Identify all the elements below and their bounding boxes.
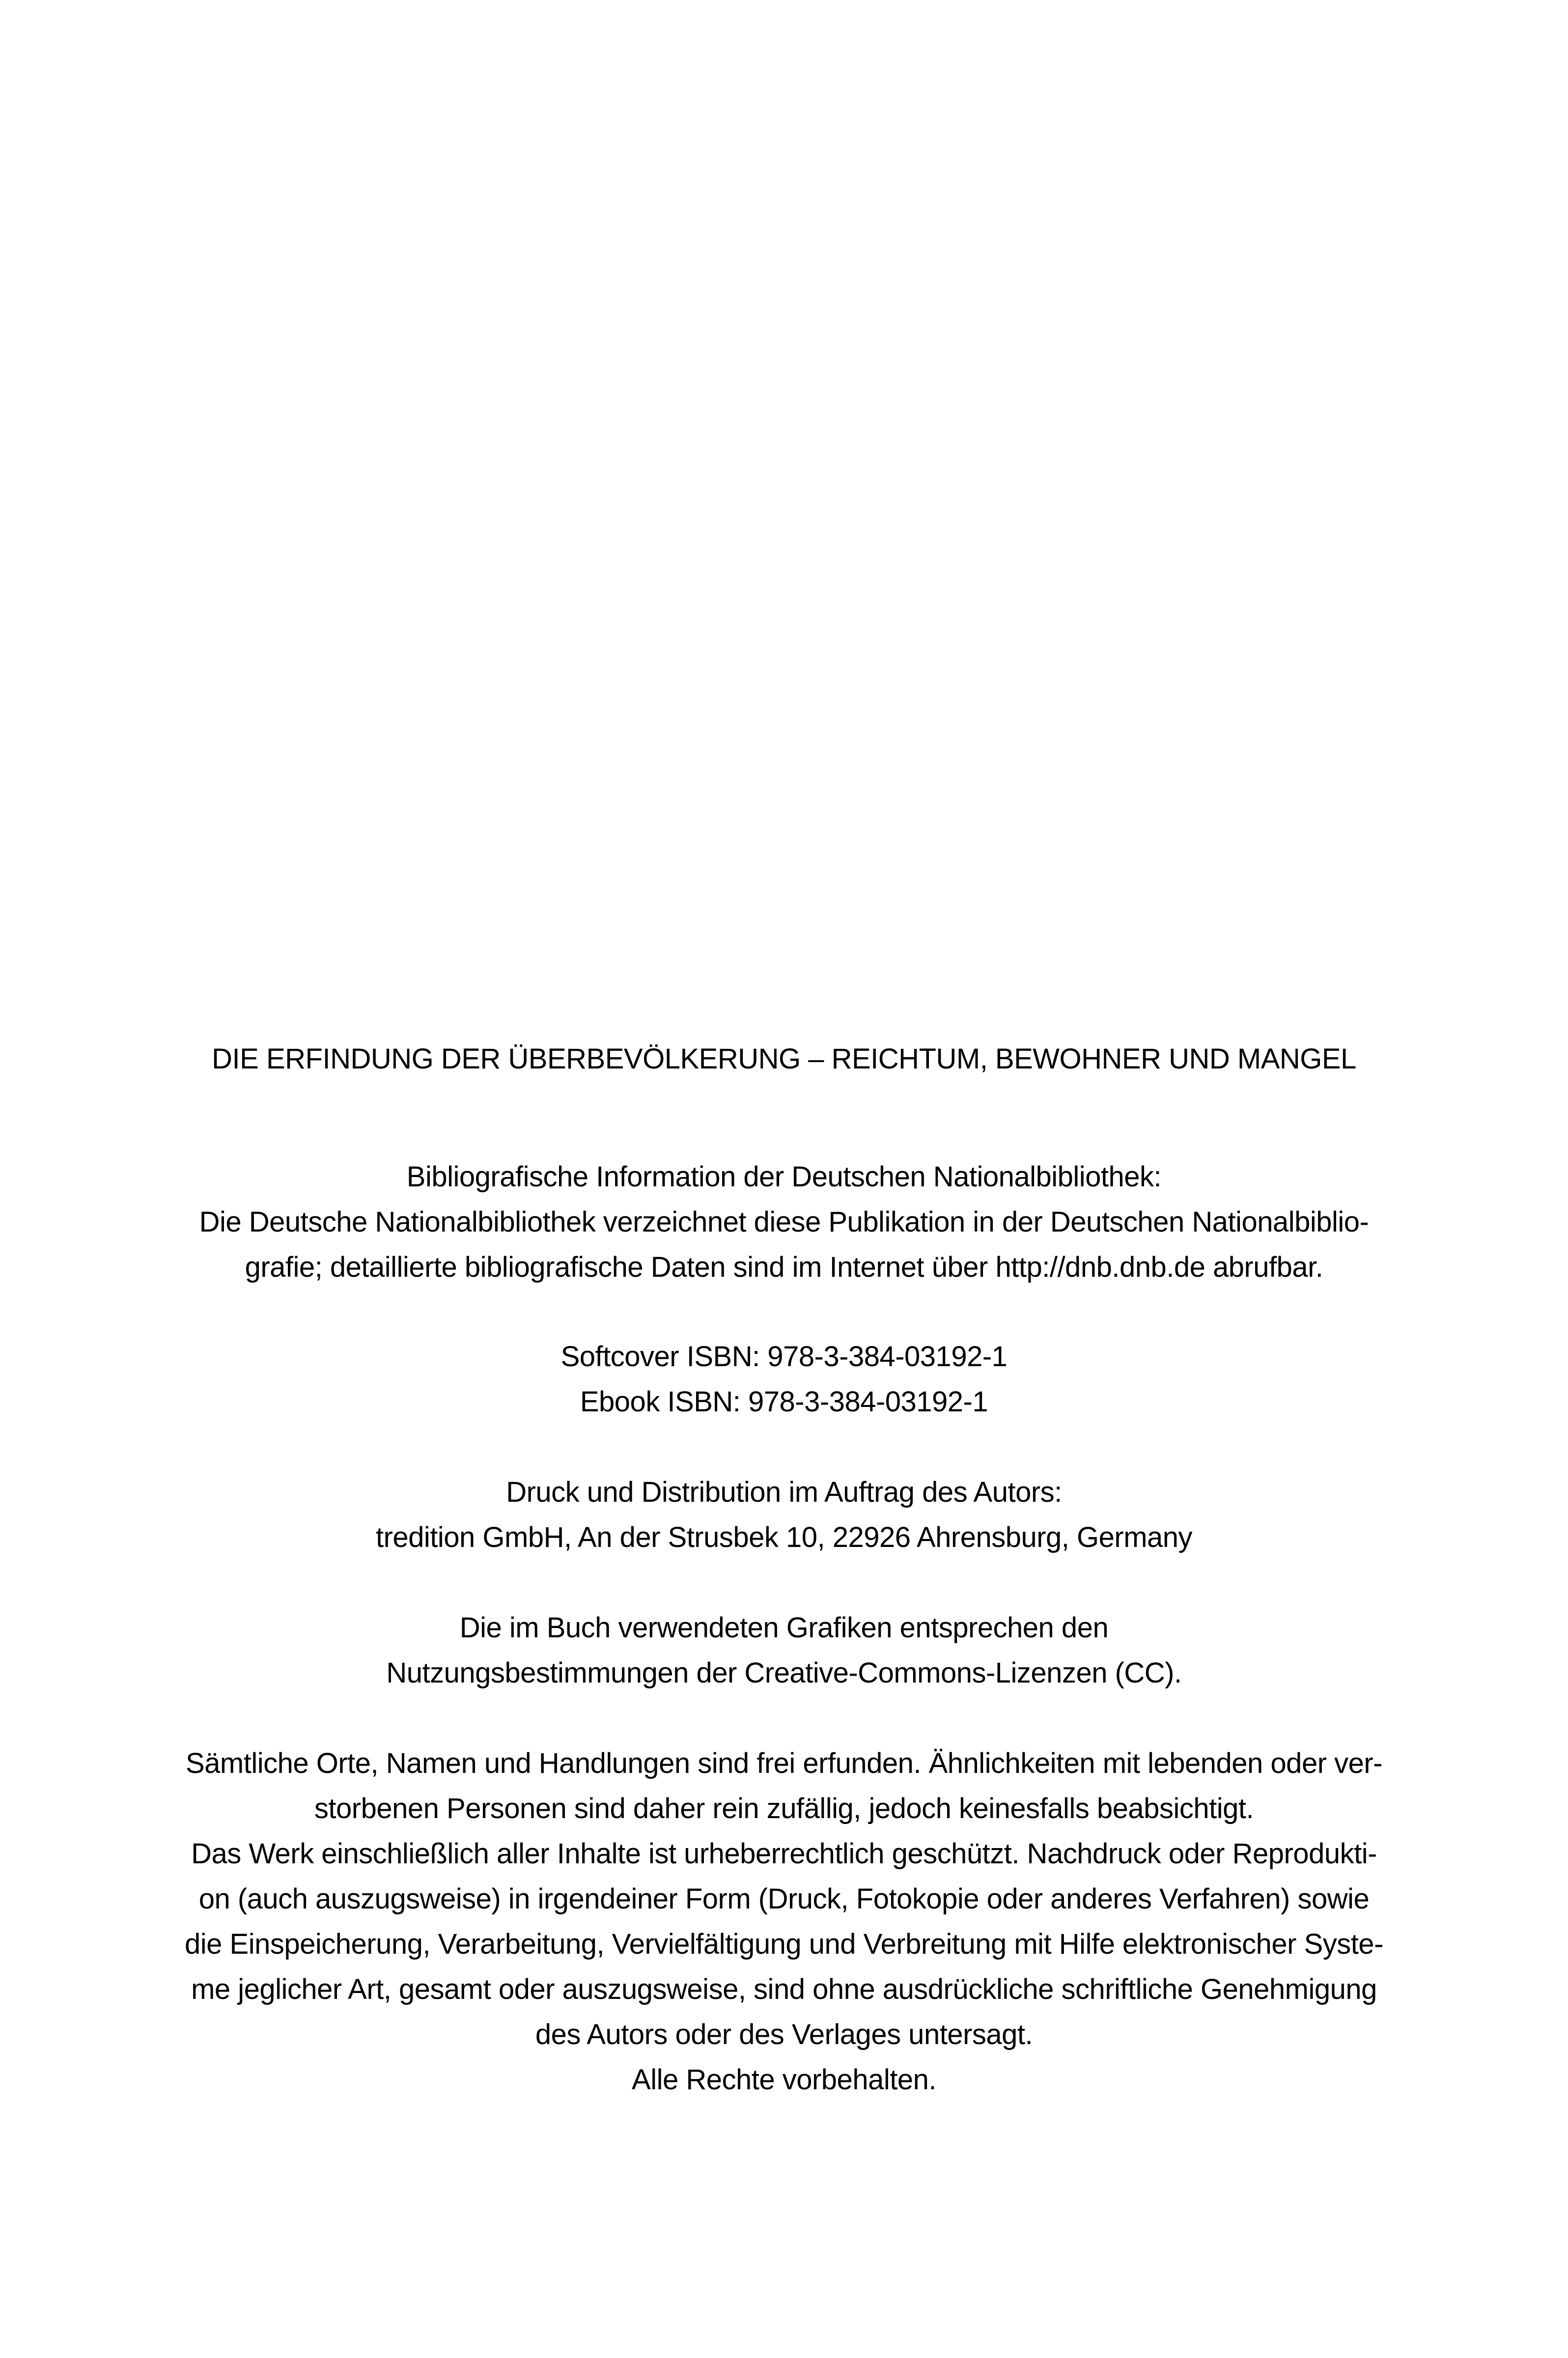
book-title: DIE ERFINDUNG DER ÜBERBEVÖLKERUNG – REICHTUM, BEWOHNER UND MANGEL [212, 1043, 1356, 1075]
legal-notice-line: on (auch auszugsweise) in irgendeiner Form (Druck, Fotokopie oder anderes Verfahren) sowie [198, 1883, 1370, 1915]
bibliographic-heading: Bibliografische Information der Deutschen Nationalbibliothek: [406, 1161, 1162, 1193]
legal-notice-line: me jeglicher Art, gesamt oder auszugsweise, sind ohne ausdrückliche schriftliche Genehmigung [191, 1973, 1377, 2005]
bibliographic-text-line: grafie; detaillierte bibliografische Daten sind im Internet über http://dnb.dnb.de abrufbar. [245, 1251, 1323, 1283]
bibliographic-information [147, 1154, 1421, 1290]
legal-notice [147, 1741, 1421, 2103]
legal-notice-line: Sämtliche Orte, Namen und Handlungen sind frei erfunden. Ähnlichkeiten mit lebenden oder ver- [185, 1747, 1383, 1779]
legal-notice-line: storbenen Personen sind daher rein zufällig, jedoch keinesfalls beabsichtigt. [314, 1793, 1254, 1825]
graphics-notice-line: Nutzungsbestimmungen der Creative-Commons-Lizenzen (CC). [386, 1657, 1182, 1689]
legal-notice-line: die Einspeicherung, Verarbeitung, Vervielfältigung und Verbreitung mit Hilfe elektronischer Syste- [185, 1928, 1383, 1960]
graphics-notice-line: Die im Buch verwendeten Grafiken entsprechen den [459, 1612, 1109, 1644]
graphics-license-notice [147, 1605, 1421, 1696]
publisher-address: tredition GmbH, An der Strusbek 10, 22926 Ahrensburg, Germany [375, 1521, 1193, 1553]
print-distribution-block [147, 1470, 1421, 1560]
book-title-block [147, 1037, 1421, 1082]
softcover-isbn: Softcover ISBN: 978-3-384-03192-1 [560, 1341, 1008, 1373]
distribution-heading: Druck und Distribution im Auftrag des Autors: [506, 1476, 1062, 1508]
legal-notice-line: des Autors oder des Verlages untersagt. [535, 2019, 1033, 2050]
bibliographic-text-line: Die Deutsche Nationalbibliothek verzeichnet diese Publikation in der Deutschen Nationalbiblio- [199, 1206, 1369, 1238]
rights-reserved: Alle Rechte vorbehalten. [632, 2064, 936, 2096]
ebook-isbn: Ebook ISBN: 978-3-384-03192-1 [580, 1386, 988, 1418]
legal-notice-line: Das Werk einschließlich aller Inhalte ist urheberrechtlich geschützt. Nachdruck oder Reprodukti- [191, 1838, 1377, 1870]
isbn-block [147, 1334, 1421, 1425]
